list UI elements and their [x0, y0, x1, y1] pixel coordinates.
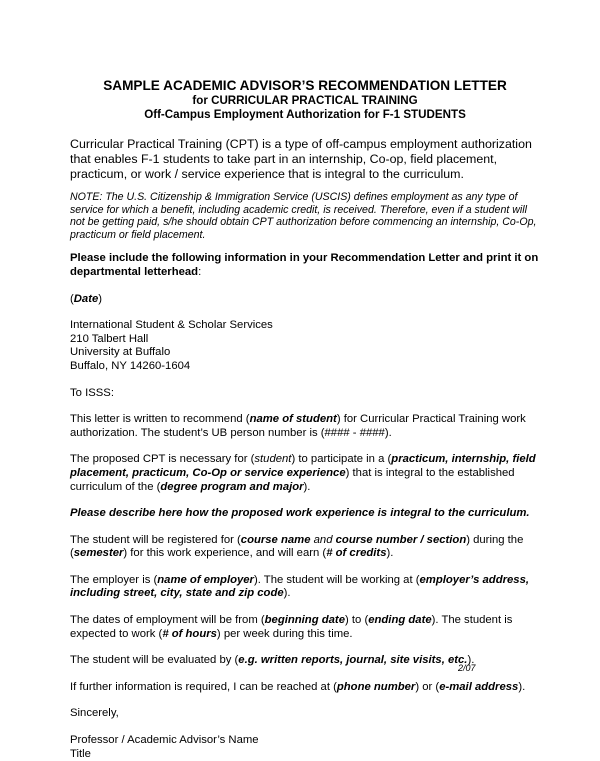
text-run: ).	[518, 680, 526, 693]
date-line	[70, 293, 540, 307]
document-title: SAMPLE ACADEMIC ADVISOR’S RECOMMENDATION LETTER	[103, 78, 507, 93]
recipient-address	[70, 319, 540, 373]
text-run: This letter is written to recommend (	[70, 413, 250, 426]
date-open: (	[70, 292, 74, 305]
text-run: ) to participate in a (	[291, 453, 392, 466]
footer-code: 2/07	[458, 663, 476, 673]
text-run: ) for Curricular Practical Training work authorization. The student’s UB person number is (#### - ####).	[70, 413, 526, 439]
evaluation-method-placeholder: e.g. written reports, journal, site visits, etc.	[238, 654, 468, 667]
intro-paragraph: Curricular Practical Training (CPT) is a type of off-campus employment authorization that enables F-1 students to take part in an internship, Co-op, field placement, practicum, or work / service experience that is integral to the curriculum.	[70, 137, 532, 181]
address-line: Buffalo, NY 14260-1604	[70, 359, 191, 372]
uscis-note: NOTE: The U.S. Citizenship & Immigration Service (USCIS) defines employment as any type of service for which a benefit, including academic credit, is received. Therefore, even if a student will not be getting paid, s/he should obtain CPT authorization before commencing an internship, Co-Op, practicum or field placement.	[70, 191, 537, 241]
text-run: ).	[467, 654, 475, 667]
describe-text: Please describe here how the proposed work experience is integral to the curriculum.	[70, 507, 530, 520]
text-run: ). The student is expected to work (	[70, 614, 513, 640]
instruction-paragraph	[70, 252, 540, 279]
text-run: The proposed CPT is necessary for (	[70, 453, 255, 466]
text-run: ). The student will be working at (	[253, 573, 420, 586]
registration-paragraph	[70, 534, 540, 561]
hours-placeholder: # of hours	[162, 627, 217, 640]
phone-placeholder: phone number	[336, 680, 416, 693]
ending-date-placeholder: ending date	[368, 614, 432, 627]
signature-name: Professor / Academic Advisor’s Name	[70, 734, 259, 747]
student-name-placeholder: name of student	[249, 413, 337, 426]
beginning-date-placeholder: beginning date	[264, 614, 345, 627]
signature-title: Title	[70, 747, 91, 760]
date-placeholder: Date	[73, 292, 99, 305]
employer-name-placeholder: name of employer	[157, 573, 254, 586]
text-run: ) to (	[344, 614, 369, 627]
signature-block	[70, 734, 540, 761]
text-run: The dates of employment will be from (	[70, 614, 265, 627]
text-run: ) per week during this time.	[216, 627, 353, 640]
text-run: ) or (	[415, 680, 440, 693]
text-run: ).	[303, 480, 311, 493]
instruction-bold: Please include the following information in your Recommendation Letter and print it on departmental letterhead	[70, 252, 539, 278]
course-number-placeholder: course number / section	[335, 533, 467, 546]
student-placeholder: student	[254, 453, 292, 466]
text-run: The student will be evaluated by (	[70, 654, 239, 667]
course-name-placeholder: course name	[240, 533, 311, 546]
text-run: ) during the (	[70, 533, 524, 560]
date-close: )	[98, 292, 103, 305]
credits-placeholder: # of credits	[326, 547, 387, 560]
salutation: To ISSS:	[70, 386, 114, 399]
text-run: The employer is (	[70, 573, 158, 586]
letter-page	[70, 78, 540, 761]
text-run: ).	[283, 587, 291, 600]
contact-paragraph	[70, 681, 540, 695]
address-line: 210 Talbert Hall	[70, 332, 149, 345]
semester-placeholder: semester	[73, 547, 124, 560]
closing: Sincerely,	[70, 707, 119, 720]
describe-instruction	[70, 507, 540, 521]
address-line: University at Buffalo	[70, 346, 171, 359]
experience-type-placeholder: practicum, internship, field placement, practicum, Co-Op or service experience	[70, 453, 536, 479]
document-subtitle-2: Off-Campus Employment Authorization for F-1 STUDENTS	[144, 108, 466, 121]
text-run: The student will be registered for (	[70, 533, 241, 546]
cpt-paragraph	[70, 453, 540, 494]
document-subtitle-1: for CURRICULAR PRACTICAL TRAINING	[192, 94, 418, 107]
address-line: International Student & Scholar Services	[70, 319, 273, 332]
recommendation-paragraph	[70, 413, 540, 440]
employer-paragraph	[70, 574, 540, 601]
text-run: ).	[386, 547, 394, 560]
employer-address-placeholder: employer’s address, including street, city, state and zip code	[70, 573, 529, 600]
text-run: and	[310, 533, 336, 546]
text-run: If further information is required, I can be reached at (	[70, 680, 337, 693]
email-placeholder: e-mail address	[439, 680, 519, 693]
instruction-tail: :	[198, 265, 202, 278]
dates-paragraph	[70, 614, 540, 641]
text-run: ) for this work experience, and will earn (	[123, 547, 327, 560]
text-run: ) that is integral to the established curriculum of the (	[70, 466, 515, 493]
degree-placeholder: degree program and major	[160, 480, 304, 493]
